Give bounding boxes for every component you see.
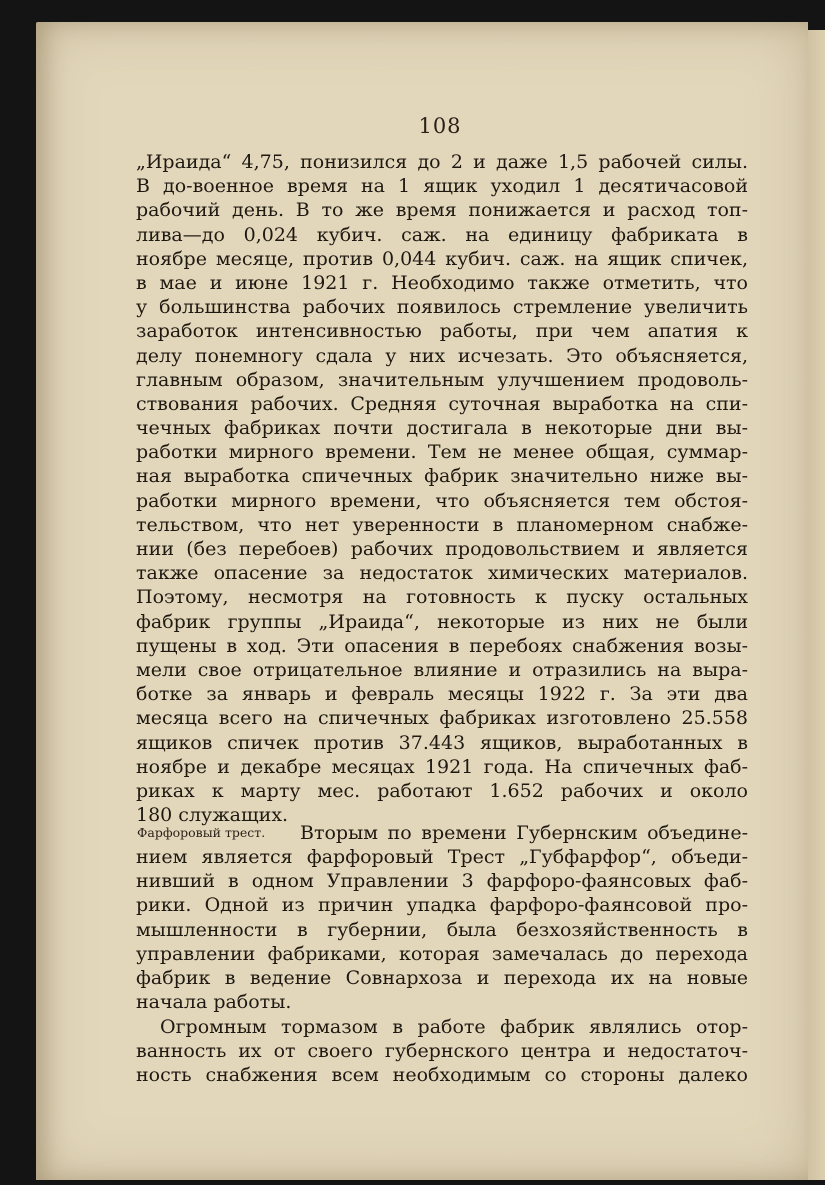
text-line: ноябре и декабре месяцах 1921 года. На спичечных фаб-: [136, 755, 748, 778]
text-line: ботке за январь и февраль месяцы 1922 г. За эти два: [136, 683, 748, 706]
text-line: лива—до 0,024 кубич. саж. на единицу фабриката в: [136, 223, 748, 246]
text-line: рабочий день. В то же время понижается и расход топ-: [136, 199, 748, 222]
text-line: фабрик в ведение Совнархоза и перехода их на новые: [136, 966, 748, 989]
text-line: работки мирного времени. Тем не менее общая, суммар-: [136, 441, 748, 464]
text-line: Огромным тормазом в работе фабрик являлись отор-: [160, 1016, 748, 1038]
text-line: Поэтому, несмотря на готовность к пуску остальных: [136, 586, 748, 609]
paragraph-porcelain: [136, 845, 748, 1014]
text-line: рики. Одной из причин упадка фарфоро-фаянсовой про-: [136, 894, 748, 917]
text-line: ная выработка спичечных фабрик значительно ниже вы-: [136, 465, 748, 488]
text-line: „Ираида“ 4,75, понизился до 2 и даже 1,5 рабочей силы.: [136, 151, 748, 173]
text-line: также опасение за недостаток химических материалов.: [136, 562, 748, 585]
text-line: нивший в одном Управлении 3 фарфоро-фаянсовых фаб-: [136, 870, 748, 893]
text-line: у большинства рабочих появилось стремление увеличить: [136, 296, 748, 319]
page-number: 108: [418, 114, 462, 138]
text-line: ящиков спичек против 37.443 ящиков, выработанных в: [136, 731, 748, 754]
text-line: нии (без перебоев) рабочих продовольствием и является: [136, 538, 748, 560]
text-line: управлении фабриками, которая замечалась до перехода: [136, 942, 748, 965]
margin-note-porcelain-trust: Фарфоровый трест.: [137, 825, 266, 840]
text-line: начала работы.: [136, 991, 292, 1014]
text-line: ванность их от своего губернского центра и недостаточ-: [136, 1040, 748, 1063]
text-line: в мае и июне 1921 г. Необходимо также отметить, что: [136, 271, 748, 294]
text-line: делу понемногу сдала у них исчезать. Это объясняется,: [136, 344, 748, 367]
text-line: чечных фабриках почти достигала в некоторые дни вы-: [136, 417, 748, 440]
paragraph-porcelain-intro: [300, 821, 748, 845]
text-line: месяца всего на спичечных фабриках изготовлено 25.558: [136, 707, 748, 730]
text-line: тельством, что нет уверенности в планомерном снабже-: [136, 513, 748, 536]
text-line: Вторым по времени Губернским объедине-: [300, 822, 748, 844]
text-line: мышленности в губернии, была безхозяйственность в: [136, 918, 748, 941]
text-line: нием является фарфоровый Трест „Губфарфор“, объеди-: [136, 846, 748, 868]
text-line: риках к марту мес. работают 1.652 рабочих и около: [136, 779, 748, 802]
text-line: фабрик группы „Ираида“, некоторые из них не были: [136, 610, 748, 633]
text-line: В до-военное время на 1 ящик уходил 1 десятичасовой: [136, 175, 748, 198]
text-line: заработок интенсивностью работы, при чем апатия к: [136, 320, 748, 343]
text-line: ствования рабочих. Средняя суточная выработка на спи-: [136, 392, 748, 415]
text-line: ноябре месяце, против 0,044 кубич. саж. на ящик спичек,: [136, 247, 748, 270]
text-line: мели свое отрицательное влияние и отразились на выра-: [136, 658, 748, 681]
paragraph-matches: [136, 150, 748, 827]
paragraph-obstacles: [136, 1015, 748, 1088]
text-line: главным образом, значительным улучшением продоволь-: [136, 368, 748, 391]
text-line: 180 служащих.: [136, 804, 289, 827]
text-line: работки мирного времени, что объясняется тем обстоя-: [136, 489, 748, 512]
text-line: ность снабжения всем необходимым со стороны далеко: [136, 1064, 748, 1087]
text-line: пущены в ход. Эти опасения в перебоях снабжения возы-: [136, 634, 748, 657]
